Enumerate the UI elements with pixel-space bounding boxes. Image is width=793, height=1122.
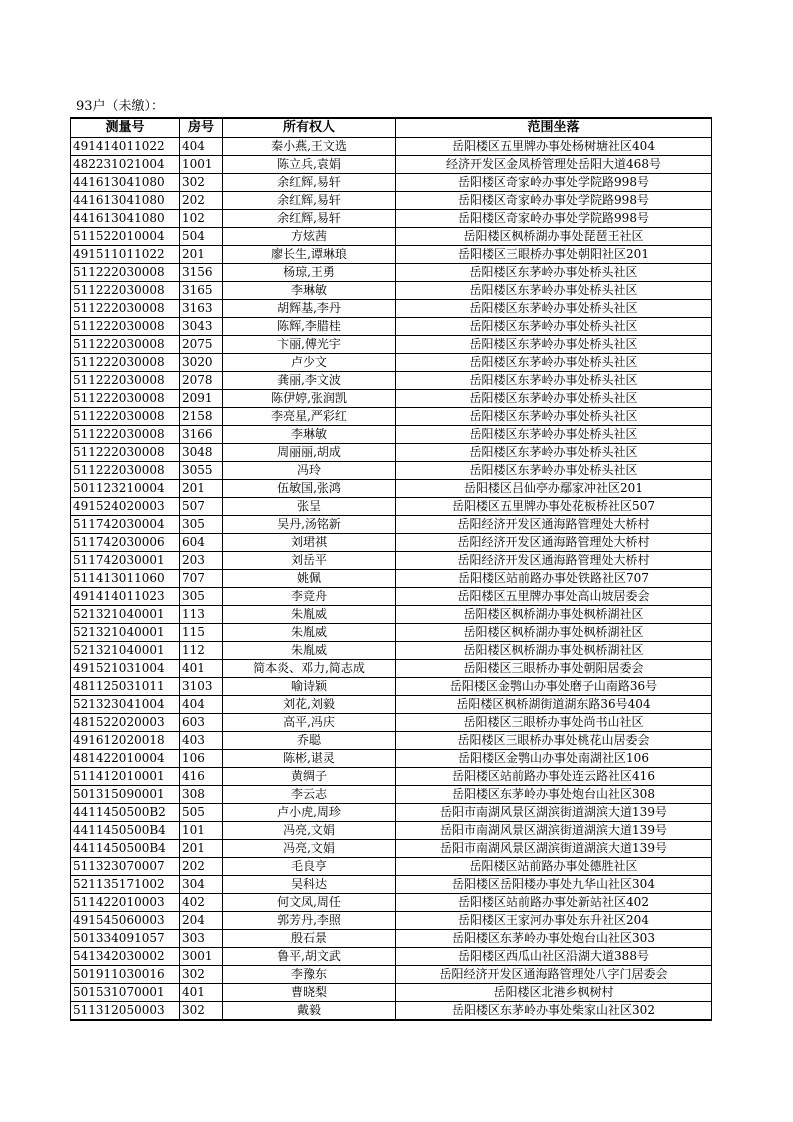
survey-no-cell: 491414011022: [71, 138, 180, 156]
room-no-cell: 505: [180, 804, 223, 822]
owner-cell: 龚丽,李文波: [223, 372, 396, 390]
owner-cell: 方炫茜: [223, 228, 396, 246]
survey-no-cell: 501123210004: [71, 480, 180, 498]
survey-no-cell: 511742030006: [71, 534, 180, 552]
room-no-cell: 101: [180, 822, 223, 840]
address-cell: 岳阳楼区东茅岭办事处柴家山社区302: [396, 1002, 712, 1021]
survey-no-cell: 491612020018: [71, 732, 180, 750]
address-cell: 岳阳楼区北港乡枫树村: [396, 984, 712, 1002]
address-cell: 岳阳楼区东茅岭办事处桥头社区: [396, 426, 712, 444]
address-cell: 岳阳楼区三眼桥办事处桃花山居委会: [396, 732, 712, 750]
address-cell: 岳阳楼区站前路办事处德胜社区: [396, 858, 712, 876]
address-cell: 岳阳市南湖风景区湖滨街道湖滨大道139号: [396, 840, 712, 858]
table-row: [71, 390, 712, 408]
table-row: [71, 1002, 712, 1021]
address-cell: 岳阳楼区奇家岭办事处学院路998号: [396, 210, 712, 228]
owner-cell: 戴毅: [223, 1002, 396, 1021]
room-no-cell: 106: [180, 750, 223, 768]
owner-cell: 陈辉,李腊桂: [223, 318, 396, 336]
owner-cell: 刘花,刘毅: [223, 696, 396, 714]
table-row: [71, 768, 712, 786]
table-row: [71, 498, 712, 516]
owner-cell: 朱胤威: [223, 624, 396, 642]
owner-cell: 黄绸子: [223, 768, 396, 786]
owner-cell: 刘岳平: [223, 552, 396, 570]
room-no-cell: 3048: [180, 444, 223, 462]
room-no-cell: 604: [180, 534, 223, 552]
room-no-cell: 3166: [180, 426, 223, 444]
address-cell: 岳阳楼区枫桥湖办事处琵琶王社区: [396, 228, 712, 246]
address-cell: 岳阳楼区三眼桥办事处尚书山社区: [396, 714, 712, 732]
owner-cell: 李云志: [223, 786, 396, 804]
room-no-cell: 3001: [180, 948, 223, 966]
table-row: [71, 210, 712, 228]
owner-cell: 余红辉,易轩: [223, 192, 396, 210]
owner-cell: 李琳敏: [223, 282, 396, 300]
address-cell: 岳阳楼区东茅岭办事处桥头社区: [396, 462, 712, 480]
owner-cell: 陈彬,谌灵: [223, 750, 396, 768]
table-row: [71, 732, 712, 750]
survey-no-cell: 511412010001: [71, 768, 180, 786]
table-row: [71, 462, 712, 480]
address-cell: 岳阳楼区奇家岭办事处学院路998号: [396, 174, 712, 192]
survey-no-cell: 511222030008: [71, 372, 180, 390]
table-row: [71, 822, 712, 840]
table-row: [71, 336, 712, 354]
table-row: [71, 228, 712, 246]
address-cell: 岳阳楼区枫桥湖办事处枫桥湖社区: [396, 624, 712, 642]
owner-cell: 吴科达: [223, 876, 396, 894]
room-no-cell: 3156: [180, 264, 223, 282]
room-no-cell: 308: [180, 786, 223, 804]
owner-cell: 鲁平,胡文武: [223, 948, 396, 966]
table-row: [71, 426, 712, 444]
address-cell: 岳阳楼区金鹗山办事处南湖社区106: [396, 750, 712, 768]
owner-cell: 朱胤威: [223, 606, 396, 624]
owner-cell: 卢少文: [223, 354, 396, 372]
table-row: [71, 858, 712, 876]
room-no-cell: 302: [180, 1002, 223, 1021]
table-row: [71, 984, 712, 1002]
room-no-cell: 112: [180, 642, 223, 660]
owner-cell: 杨琼,王勇: [223, 264, 396, 282]
table-row: [71, 660, 712, 678]
address-cell: 岳阳楼区站前路办事处连云路社区416: [396, 768, 712, 786]
table-row: [71, 606, 712, 624]
address-cell: 岳阳经济开发区通海路管理处八字门居委会: [396, 966, 712, 984]
survey-no-cell: 501315090001: [71, 786, 180, 804]
room-no-cell: 403: [180, 732, 223, 750]
owner-cell: 郭芳丹,李照: [223, 912, 396, 930]
table-row: [71, 282, 712, 300]
table-row: [71, 966, 712, 984]
survey-no-cell: 521323041004: [71, 696, 180, 714]
table-row: [71, 192, 712, 210]
address-cell: 岳阳经济开发区通海路管理处大桥村: [396, 516, 712, 534]
owner-cell: 秦小燕,王文选: [223, 138, 396, 156]
table-row: [71, 696, 712, 714]
table-row: [71, 642, 712, 660]
address-cell: 岳阳楼区东茅岭办事处桥头社区: [396, 354, 712, 372]
room-no-cell: 404: [180, 696, 223, 714]
room-no-cell: 3043: [180, 318, 223, 336]
owner-cell: 伍敏国,张鸿: [223, 480, 396, 498]
owner-cell: 冯亮,文娟: [223, 822, 396, 840]
table-row: [71, 804, 712, 822]
table-row: [71, 408, 712, 426]
address-cell: 岳阳楼区枫桥湖办事处枫桥湖社区: [396, 606, 712, 624]
owner-cell: 乔聪: [223, 732, 396, 750]
address-cell: 岳阳楼区五里牌办事处花板桥社区507: [396, 498, 712, 516]
address-cell: 岳阳楼区奇家岭办事处学院路998号: [396, 192, 712, 210]
address-cell: 岳阳楼区三眼桥办事处朝阳居委会: [396, 660, 712, 678]
table-row: [71, 714, 712, 732]
owner-cell: 周丽丽,胡成: [223, 444, 396, 462]
survey-no-cell: 511222030008: [71, 462, 180, 480]
survey-no-cell: 511222030008: [71, 264, 180, 282]
room-no-cell: 2091: [180, 390, 223, 408]
table-row: [71, 138, 712, 156]
room-no-cell: 202: [180, 192, 223, 210]
room-no-cell: 203: [180, 552, 223, 570]
room-no-cell: 2158: [180, 408, 223, 426]
owner-cell: 卢小虎,周珍: [223, 804, 396, 822]
room-no-cell: 304: [180, 876, 223, 894]
room-no-cell: 416: [180, 768, 223, 786]
owner-cell: 陈伊婷,张润凯: [223, 390, 396, 408]
room-no-cell: 504: [180, 228, 223, 246]
owner-cell: 李豫东: [223, 966, 396, 984]
address-cell: 岳阳经济开发区通海路管理处大桥村: [396, 534, 712, 552]
records-table: [70, 117, 712, 1021]
survey-no-cell: 491521031004: [71, 660, 180, 678]
owner-cell: 廖长生,谭琳琅: [223, 246, 396, 264]
address-cell: 岳阳经济开发区通海路管理处大桥村: [396, 552, 712, 570]
room-no-cell: 305: [180, 516, 223, 534]
room-no-cell: 201: [180, 480, 223, 498]
survey-no-cell: 511522010004: [71, 228, 180, 246]
room-no-cell: 3103: [180, 678, 223, 696]
survey-no-cell: 511222030008: [71, 336, 180, 354]
room-no-cell: 302: [180, 174, 223, 192]
table-row: [71, 246, 712, 264]
table-row: [71, 372, 712, 390]
header-address: 范围坐落: [396, 118, 712, 138]
table-row: [71, 894, 712, 912]
room-no-cell: 603: [180, 714, 223, 732]
address-cell: 岳阳楼区东茅岭办事处桥头社区: [396, 282, 712, 300]
owner-cell: 陈立兵,袁娟: [223, 156, 396, 174]
survey-no-cell: 481522020003: [71, 714, 180, 732]
survey-no-cell: 511312050003: [71, 1002, 180, 1021]
survey-no-cell: 491545060003: [71, 912, 180, 930]
header-row: [71, 118, 712, 138]
table-row: [71, 552, 712, 570]
survey-no-cell: 481422010004: [71, 750, 180, 768]
survey-no-cell: 511742030004: [71, 516, 180, 534]
address-cell: 岳阳楼区东茅岭办事处桥头社区: [396, 408, 712, 426]
owner-cell: 李竞舟: [223, 588, 396, 606]
owner-cell: 喻诗颖: [223, 678, 396, 696]
owner-cell: 高平,冯庆: [223, 714, 396, 732]
survey-no-cell: 521321040001: [71, 624, 180, 642]
table-row: [71, 948, 712, 966]
room-no-cell: 707: [180, 570, 223, 588]
table-row: [71, 156, 712, 174]
survey-no-cell: 511323070007: [71, 858, 180, 876]
list-caption: 93户（未缴）：: [76, 99, 165, 114]
owner-cell: 朱胤威: [223, 642, 396, 660]
table-header: [71, 118, 712, 138]
survey-no-cell: 491524020003: [71, 498, 180, 516]
owner-cell: 张呈: [223, 498, 396, 516]
address-cell: 岳阳楼区吕仙亭办鄢家冲社区201: [396, 480, 712, 498]
header-survey-no: 测量号: [71, 118, 180, 138]
room-no-cell: 404: [180, 138, 223, 156]
owner-cell: 吴丹,汤铭新: [223, 516, 396, 534]
room-no-cell: 305: [180, 588, 223, 606]
room-no-cell: 202: [180, 858, 223, 876]
header-room-no: 房号: [180, 118, 223, 138]
table-row: [71, 588, 712, 606]
table-body: [71, 138, 712, 1021]
survey-no-cell: 511222030008: [71, 282, 180, 300]
survey-no-cell: 491511011022: [71, 246, 180, 264]
room-no-cell: 302: [180, 966, 223, 984]
room-no-cell: 2078: [180, 372, 223, 390]
owner-cell: 姚佩: [223, 570, 396, 588]
owner-cell: 李琳敏: [223, 426, 396, 444]
room-no-cell: 401: [180, 660, 223, 678]
address-cell: 岳阳楼区三眼桥办事处朝阳社区201: [396, 246, 712, 264]
address-cell: 岳阳市南湖风景区湖滨街道湖滨大道139号: [396, 822, 712, 840]
address-cell: 岳阳楼区枫桥湖办事处枫桥湖社区: [396, 642, 712, 660]
survey-no-cell: 441613041080: [71, 174, 180, 192]
address-cell: 岳阳楼区东茅岭办事处桥头社区: [396, 444, 712, 462]
table-row: [71, 624, 712, 642]
table-row: [71, 930, 712, 948]
owner-cell: 刘珺祺: [223, 534, 396, 552]
address-cell: 岳阳楼区东茅岭办事处桥头社区: [396, 318, 712, 336]
header-owner: 所有权人: [223, 118, 396, 138]
owner-cell: 何文凤,周任: [223, 894, 396, 912]
table-row: [71, 678, 712, 696]
owner-cell: 殷石景: [223, 930, 396, 948]
survey-no-cell: 511422010003: [71, 894, 180, 912]
survey-no-cell: 511222030008: [71, 444, 180, 462]
table-row: [71, 480, 712, 498]
room-no-cell: 3165: [180, 282, 223, 300]
survey-no-cell: 511222030008: [71, 426, 180, 444]
survey-no-cell: 441613041080: [71, 210, 180, 228]
address-cell: 岳阳楼区东茅岭办事处桥头社区: [396, 264, 712, 282]
survey-no-cell: 501911030016: [71, 966, 180, 984]
table-row: [71, 354, 712, 372]
room-no-cell: 201: [180, 840, 223, 858]
survey-no-cell: 441613041080: [71, 192, 180, 210]
survey-no-cell: 501531070001: [71, 984, 180, 1002]
address-cell: 岳阳楼区西瓜山社区沿湖大道388号: [396, 948, 712, 966]
address-cell: 岳阳楼区岳阳楼办事处九华山社区304: [396, 876, 712, 894]
survey-no-cell: 521321040001: [71, 606, 180, 624]
address-cell: 岳阳楼区东茅岭办事处炮台山社区308: [396, 786, 712, 804]
room-no-cell: 1001: [180, 156, 223, 174]
owner-cell: 毛良亨: [223, 858, 396, 876]
survey-no-cell: 481125031011: [71, 678, 180, 696]
room-no-cell: 402: [180, 894, 223, 912]
owner-cell: 胡辉基,李丹: [223, 300, 396, 318]
survey-no-cell: 511222030008: [71, 408, 180, 426]
room-no-cell: 204: [180, 912, 223, 930]
survey-no-cell: 541342030002: [71, 948, 180, 966]
address-cell: 岳阳楼区五里牌办事处杨树塘社区404: [396, 138, 712, 156]
address-cell: 经济开发区金凤桥管理处岳阳大道468号: [396, 156, 712, 174]
owner-cell: 李亮星,严彩红: [223, 408, 396, 426]
table-row: [71, 516, 712, 534]
owner-cell: 卞丽,傅光宇: [223, 336, 396, 354]
address-cell: 岳阳楼区东茅岭办事处炮台山社区303: [396, 930, 712, 948]
room-no-cell: 201: [180, 246, 223, 264]
room-no-cell: 115: [180, 624, 223, 642]
address-cell: 岳阳楼区五里牌办事处高山坡居委会: [396, 588, 712, 606]
survey-no-cell: 501334091057: [71, 930, 180, 948]
survey-no-cell: 4411450500B4: [71, 840, 180, 858]
survey-no-cell: 482231021004: [71, 156, 180, 174]
survey-no-cell: 511742030001: [71, 552, 180, 570]
survey-no-cell: 511413011060: [71, 570, 180, 588]
address-cell: 岳阳楼区枫桥湖街道湖东路36号404: [396, 696, 712, 714]
survey-no-cell: 511222030008: [71, 300, 180, 318]
owner-cell: 冯亮,文娟: [223, 840, 396, 858]
address-cell: 岳阳楼区王家河办事处东升社区204: [396, 912, 712, 930]
table-row: [71, 534, 712, 552]
room-no-cell: 507: [180, 498, 223, 516]
address-cell: 岳阳楼区金鹗山办事处磨子山南路36号: [396, 678, 712, 696]
table-row: [71, 786, 712, 804]
table-row: [71, 750, 712, 768]
table-row: [71, 444, 712, 462]
table-row: [71, 876, 712, 894]
survey-no-cell: 511222030008: [71, 354, 180, 372]
table-row: [71, 570, 712, 588]
survey-no-cell: 521135171002: [71, 876, 180, 894]
address-cell: 岳阳市南湖风景区湖滨街道湖滨大道139号: [396, 804, 712, 822]
address-cell: 岳阳楼区站前路办事处新站社区402: [396, 894, 712, 912]
room-no-cell: 2075: [180, 336, 223, 354]
room-no-cell: 102: [180, 210, 223, 228]
address-cell: 岳阳楼区东茅岭办事处桥头社区: [396, 300, 712, 318]
survey-no-cell: 511222030008: [71, 390, 180, 408]
owner-cell: 余红辉,易轩: [223, 174, 396, 192]
address-cell: 岳阳楼区站前路办事处铁路社区707: [396, 570, 712, 588]
room-no-cell: 3163: [180, 300, 223, 318]
address-cell: 岳阳楼区东茅岭办事处桥头社区: [396, 390, 712, 408]
table-row: [71, 174, 712, 192]
room-no-cell: 113: [180, 606, 223, 624]
table-row: [71, 318, 712, 336]
survey-no-cell: 4411450500B2: [71, 804, 180, 822]
room-no-cell: 3055: [180, 462, 223, 480]
survey-no-cell: 491414011023: [71, 588, 180, 606]
survey-no-cell: 4411450500B4: [71, 822, 180, 840]
address-cell: 岳阳楼区东茅岭办事处桥头社区: [396, 336, 712, 354]
owner-cell: 简本炎、邓力,简志成: [223, 660, 396, 678]
room-no-cell: 3020: [180, 354, 223, 372]
table-row: [71, 840, 712, 858]
room-no-cell: 401: [180, 984, 223, 1002]
address-cell: 岳阳楼区东茅岭办事处桥头社区: [396, 372, 712, 390]
table-row: [71, 912, 712, 930]
room-no-cell: 303: [180, 930, 223, 948]
owner-cell: 余红辉,易轩: [223, 210, 396, 228]
survey-no-cell: 511222030008: [71, 318, 180, 336]
table-row: [71, 264, 712, 282]
owner-cell: 曹晓梨: [223, 984, 396, 1002]
survey-no-cell: 521321040001: [71, 642, 180, 660]
table-row: [71, 300, 712, 318]
owner-cell: 冯玲: [223, 462, 396, 480]
